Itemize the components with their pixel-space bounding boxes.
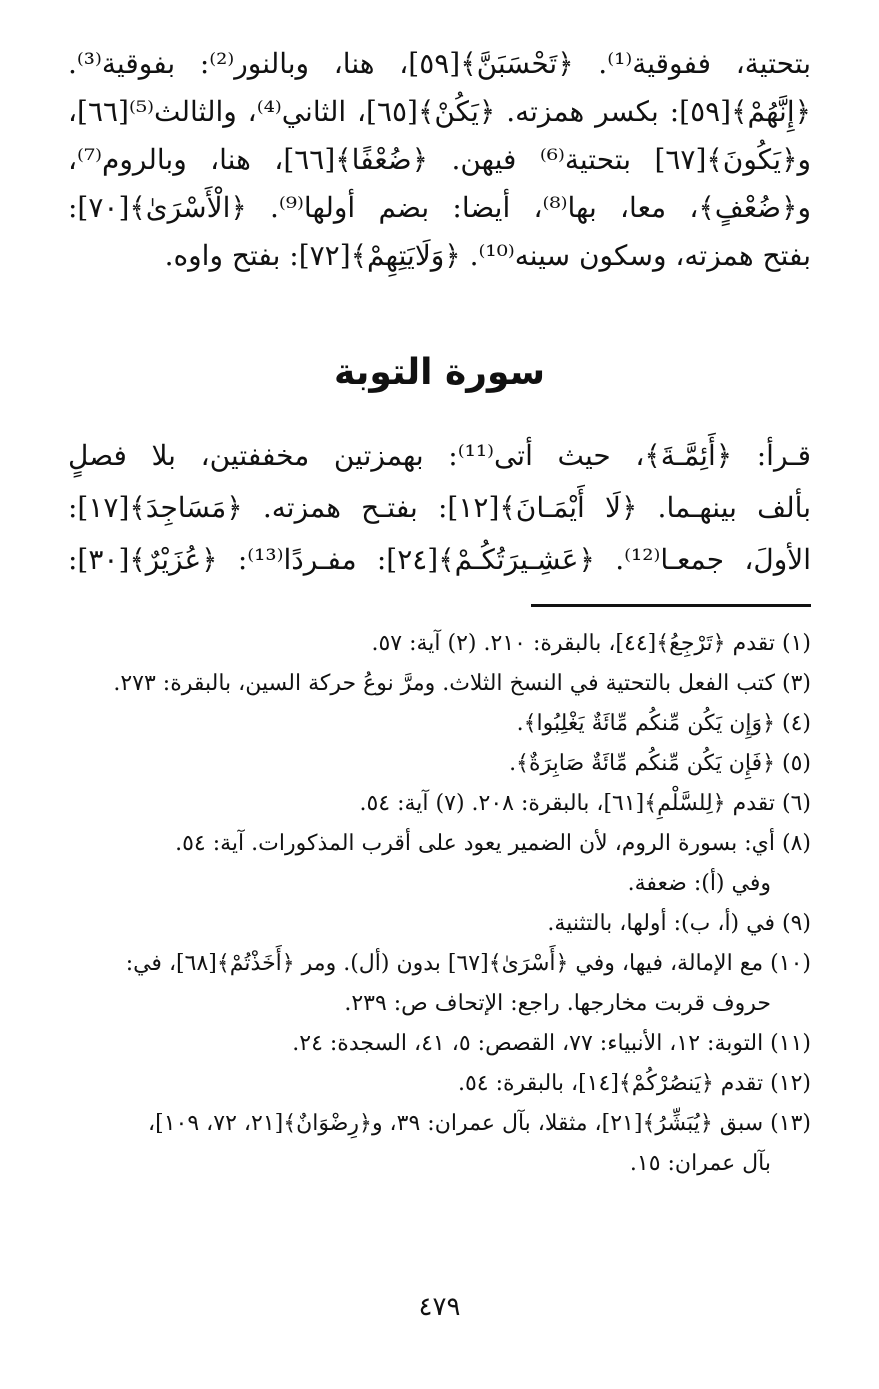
footnote: (٣) كتب الفعل بالتحتية في النسخ الثلاث. ومرَّ نوعُ حركة السين، بالبقرة: ٢٧٣. <box>113 671 811 696</box>
text-line: ﴿إِنَّهُمْ﴾[٥٩]: بكسر همزته. ﴿يَكُنْ﴾[٦٥]، الثاني⁽⁴⁾، والثالث⁽⁵⁾[٦٦]، <box>68 95 811 128</box>
footnotes <box>51 624 811 1184</box>
footnote: (١٠) مع الإمالة، فيها، وفي ﴿أَسْرَىٰ﴾[٦٧] بدون (أل). ومر ﴿أَخَذْتُمْ﴾[٦٨]، في: <box>125 951 811 976</box>
footnote-continuation: بآل عمران: ١٥. <box>629 1151 771 1176</box>
text-line: بفتح همزته، وسكون سينه⁽¹⁰⁾. ﴿وَلَايَتِهِمْ﴾[٧٢]: بفتح واوه. <box>164 239 811 272</box>
text-line: و﴿ضُعْفٍ﴾، معا، بها⁽⁸⁾، أيضا: بضم أولها⁽⁹⁾. ﴿الْأَسْرَىٰ﴾[٧٠]: <box>68 191 811 224</box>
footnote: (٤) ﴿وَإِن يَكُن مِّنكُم مِّائَةٌ يَغْلِبُوا﴾. <box>516 711 811 736</box>
footnote-divider <box>531 604 811 607</box>
footnote: (١٢) تقدم ﴿يَنصُرْكُمْ﴾[١٤]، بالبقرة: ٥٤. <box>457 1071 811 1096</box>
text-line: الأولَ، جمعـا⁽¹²⁾. ﴿عَشِـيرَتُكُـمْ﴾[٢٤]: مفـردًا⁽¹³⁾: ﴿عُزَيْرٌ﴾[٣٠]: <box>68 543 811 576</box>
footnote-continuation: وفي (أ): ضعفة. <box>627 871 771 896</box>
surah-title: سورة التوبة <box>334 352 545 393</box>
footnote-continuation: حروف قربت مخارجها. راجع: الإتحاف ص: ٢٣٩. <box>344 991 771 1016</box>
footnote: (٦) تقدم ﴿لِلسَّلْمِ﴾[٦١]، بالبقرة: ٢٠٨. (٧) آية: ٥٤. <box>359 791 811 816</box>
footnote: (١٣) سبق ﴿يُبَشِّرُ﴾[٢١]، مثقلا، بآل عمران: ٣٩، و﴿رِضْوَانٌ﴾[٢١، ٧٢، ١٠٩]، <box>148 1111 811 1136</box>
text-block-anfal <box>68 40 811 280</box>
text-line: بتحتية، ففوقية⁽¹⁾. ﴿تَحْسَبَنَّ﴾[٥٩]، هنا، وبالنور⁽²⁾: بفوقية⁽³⁾. <box>68 47 811 80</box>
text-block-tawbah <box>68 430 811 586</box>
footnote: (١) تقدم ﴿تَرْجِعُ﴾[٤٤]، بالبقرة: ٢١٠. (٢) آية: ٥٧. <box>371 631 811 656</box>
text-line: قـرأ: ﴿أَئِمَّـةَ﴾، حيث أتى⁽¹¹⁾: بهمزتين مخففتين، بلا فصلٍ <box>68 439 811 472</box>
text-line: بألف بينهـما. ﴿لَا أَيْمَـانَ﴾[١٢]: بفتـح همزته. ﴿مَسَاجِدَ﴾[١٧]: <box>68 491 811 524</box>
page-number: ٤٧٩ <box>418 1292 461 1322</box>
footnote: (٩) في (أ، ب): أولها، بالتثنية. <box>547 911 811 936</box>
footnote: (١١) التوبة: ١٢، الأنبياء: ٧٧، القصص: ٥، ٤١، السجدة: ٢٤. <box>292 1031 811 1056</box>
footnote: (٨) أي: بسورة الروم، لأن الضمير يعود على أقرب المذكورات. آية: ٥٤. <box>175 831 811 856</box>
footnote: (٥) ﴿فَإِن يَكُن مِّنكُم مِّائَةٌ صَابِرَةٌ﴾. <box>509 751 811 776</box>
text-line: و﴿يَكُونَ﴾[٦٧] بتحتية⁽⁶⁾ فيهن. ﴿ضُعْفًا﴾[٦٦]، هنا، وبالروم⁽⁷⁾، <box>68 143 811 176</box>
